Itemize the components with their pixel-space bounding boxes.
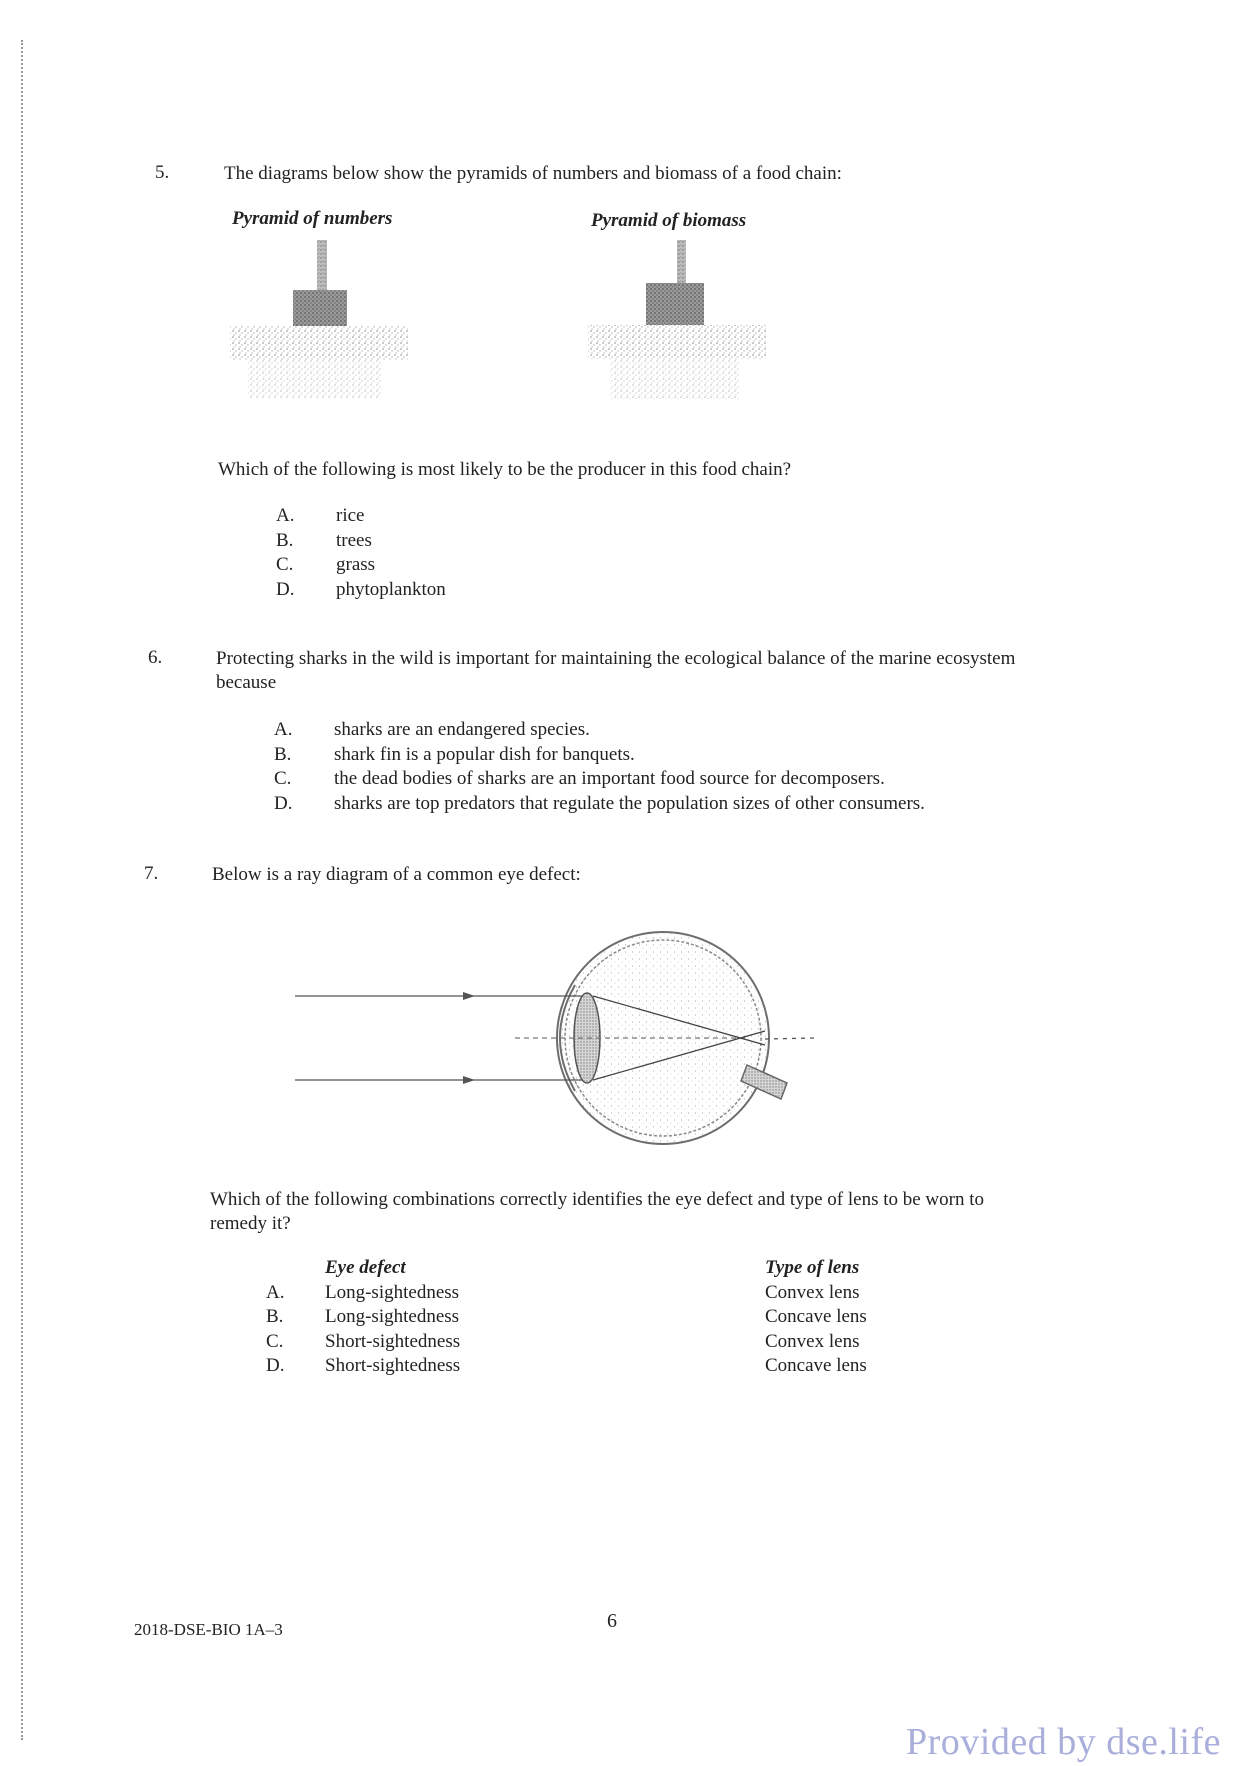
q5-option-letter: D. xyxy=(276,578,295,600)
biomass-tier-top xyxy=(677,240,686,283)
q7-option-c[interactable] xyxy=(266,1330,867,1355)
question-6-stem-line2: because xyxy=(216,672,277,693)
q6-option-letter: A. xyxy=(274,719,293,740)
question-7-number: 7. xyxy=(144,863,159,884)
q6-option-text: sharks are top predators that regulate the population sizes of other consumers. xyxy=(334,792,925,814)
numbers-tier-base xyxy=(248,360,382,398)
q6-option-letter: B. xyxy=(274,743,292,765)
q6-option-letter: D. xyxy=(274,792,293,814)
question-5-prompt: Which of the following is most likely to be the producer in this food chain? xyxy=(218,459,792,480)
q7-option-defect: Long-sightedness xyxy=(325,1281,460,1303)
question-7-prompt-line2: remedy it? xyxy=(210,1213,291,1234)
question-5-number: 5. xyxy=(155,162,170,183)
page-number: 6 xyxy=(607,1610,617,1632)
question-6-number: 6. xyxy=(148,647,163,668)
q5-option-text: trees xyxy=(336,529,372,551)
q6-option-text: sharks are an endangered species. xyxy=(334,719,590,740)
q6-option-c[interactable] xyxy=(274,767,925,792)
q6-option-text: shark fin is a popular dish for banquets. xyxy=(334,743,635,765)
question-7-options-table xyxy=(266,1256,867,1379)
q5-option-c[interactable] xyxy=(276,553,446,578)
q7-option-b[interactable] xyxy=(266,1305,867,1330)
q5-option-b[interactable] xyxy=(276,529,446,554)
biomass-tier-third xyxy=(588,325,766,359)
q5-option-letter: B. xyxy=(276,529,294,551)
biomass-tier-base xyxy=(610,359,740,399)
q7-option-defect: Short-sightedness xyxy=(325,1355,461,1376)
arrow-head-bottom xyxy=(463,1076,475,1084)
numbers-tier-second xyxy=(293,290,347,326)
q7-option-letter: C. xyxy=(266,1330,284,1352)
q7-option-defect: Long-sightedness xyxy=(325,1306,460,1327)
question-6-options xyxy=(274,718,925,816)
q5-option-text: rice xyxy=(336,505,365,526)
eye-ray-diagram xyxy=(295,915,835,1155)
q5-option-text: phytoplankton xyxy=(336,578,446,600)
pyramid-biomass-title: Pyramid of biomass xyxy=(591,210,747,231)
q7-option-lens: Convex lens xyxy=(765,1281,860,1303)
pyramid-of-numbers-diagram xyxy=(220,240,420,410)
question-7-stem: Below is a ray diagram of a common eye defect: xyxy=(212,864,581,885)
q5-option-a[interactable] xyxy=(276,504,446,529)
q6-option-b[interactable] xyxy=(274,743,925,768)
q7-option-letter: A. xyxy=(266,1281,285,1303)
q7-option-a[interactable] xyxy=(266,1281,867,1306)
question-5-stem: The diagrams below show the pyramids of numbers and biomass of a food chain: xyxy=(224,163,842,184)
q7-option-letter: D. xyxy=(266,1355,285,1376)
q5-option-letter: C. xyxy=(276,554,294,575)
q7-option-letter: B. xyxy=(266,1306,284,1327)
q7-option-lens: Convex lens xyxy=(765,1330,860,1352)
column-header-eye-defect: Eye defect xyxy=(325,1257,406,1278)
q7-option-lens: Concave lens xyxy=(765,1355,867,1376)
arrow-head-top xyxy=(463,992,475,1000)
binding-margin-line xyxy=(21,40,23,1740)
question-7-prompt-line1: Which of the following combinations correctly identifies the eye defect and type of lens to be worn to xyxy=(210,1189,985,1210)
pyramid-of-biomass-diagram xyxy=(578,240,778,410)
q5-option-text: grass xyxy=(336,554,376,575)
watermark-link[interactable]: Provided by dse.life xyxy=(906,1721,1222,1763)
column-header-type-of-lens: Type of lens xyxy=(765,1257,860,1278)
q6-option-d[interactable] xyxy=(274,792,925,817)
pyramid-numbers-title: Pyramid of numbers xyxy=(232,208,393,229)
question-6-stem-line1: Protecting sharks in the wild is important for maintaining the ecological balance of the marine ecosystem xyxy=(216,648,1016,669)
q6-option-text: the dead bodies of sharks are an important food source for decomposers. xyxy=(334,768,885,789)
q5-option-d[interactable] xyxy=(276,578,446,603)
biomass-tier-second xyxy=(646,283,704,325)
table-header-row xyxy=(266,1256,867,1281)
q7-option-d[interactable] xyxy=(266,1354,867,1379)
numbers-tier-third xyxy=(230,326,408,360)
q5-option-letter: A. xyxy=(276,505,295,526)
paper-code: 2018-DSE-BIO 1A–3 xyxy=(134,1620,283,1639)
q7-option-lens: Concave lens xyxy=(765,1306,867,1327)
q7-option-defect: Short-sightedness xyxy=(325,1330,461,1352)
q6-option-letter: C. xyxy=(274,768,292,789)
extended-ray xyxy=(765,1038,815,1039)
q6-option-a[interactable] xyxy=(274,718,925,743)
numbers-tier-top xyxy=(317,240,327,290)
question-5-options xyxy=(276,504,446,602)
